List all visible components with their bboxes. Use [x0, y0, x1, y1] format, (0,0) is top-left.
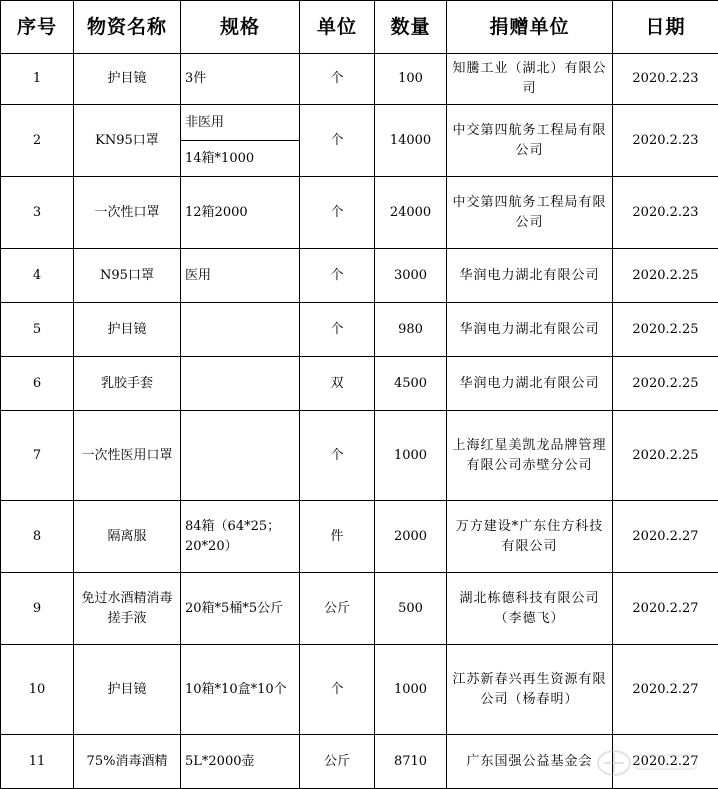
cell-no: 5	[1, 303, 74, 357]
donor-text: 华润电力湖北有限公司	[459, 321, 600, 337]
cell-donor	[447, 501, 613, 573]
cell-no: 8	[1, 501, 74, 573]
cell-spec	[181, 105, 300, 177]
cell-qty: 100	[375, 54, 447, 105]
header-row	[1, 1, 718, 54]
cell-item: N95口罩	[74, 249, 181, 303]
cell-qty: 3000	[375, 249, 447, 303]
cell-date: 2020.2.27	[613, 735, 718, 789]
cell-spec: 10箱*10盒*10个	[181, 645, 300, 735]
header-donor: 捐赠单位	[447, 1, 613, 54]
cell-donor	[447, 249, 613, 303]
cell-item	[74, 573, 181, 645]
cell-spec: 医用	[181, 249, 300, 303]
cell-donor	[447, 54, 613, 105]
cell-no: 3	[1, 177, 74, 249]
cell-item: 护目镜	[74, 303, 181, 357]
cell-donor	[447, 645, 613, 735]
cell-date: 2020.2.27	[613, 501, 718, 573]
cell-unit: 双	[300, 357, 375, 411]
cell-spec	[181, 303, 300, 357]
cell-date: 2020.2.23	[613, 105, 718, 177]
donor-text: 华润电力湖北有限公司	[459, 267, 600, 283]
table-row	[1, 177, 718, 249]
cell-no: 7	[1, 411, 74, 501]
cell-donor	[447, 573, 613, 645]
table-row	[1, 645, 718, 735]
donor-text: 湖北栋德科技有限公司（李德飞）	[459, 590, 600, 626]
cell-item	[74, 411, 181, 501]
cell-date: 2020.2.25	[613, 249, 718, 303]
table-row	[1, 54, 718, 105]
cell-date: 2020.2.25	[613, 357, 718, 411]
cell-unit: 个	[300, 411, 375, 501]
table-row	[1, 249, 718, 303]
cell-unit: 个	[300, 54, 375, 105]
cell-donor	[447, 357, 613, 411]
cell-unit: 个	[300, 249, 375, 303]
cell-date: 2020.2.23	[613, 177, 718, 249]
cell-donor	[447, 303, 613, 357]
cell-spec: 12箱2000	[181, 177, 300, 249]
donor-text: 知騰工业（湖北）有限公司	[452, 61, 607, 96]
cell-qty: 2000	[375, 501, 447, 573]
watermark-logo-icon	[594, 741, 704, 781]
donor-text: 江苏新春兴再生资源有限公司（杨春明）	[452, 671, 607, 707]
table-row	[1, 573, 718, 645]
cell-qty: 14000	[375, 105, 447, 177]
cell-item: 一次性口罩	[74, 177, 181, 249]
cell-spec: 3件	[181, 54, 300, 105]
cell-unit: 个	[300, 645, 375, 735]
donor-text: 华润电力湖北有限公司	[459, 375, 600, 391]
cell-qty: 8710	[375, 735, 447, 789]
cell-no: 6	[1, 357, 74, 411]
cell-date: 2020.2.25	[613, 303, 718, 357]
table-row	[1, 303, 718, 357]
donor-text: 中交第四航务工程局有限公司	[452, 194, 607, 230]
cell-spec	[181, 411, 300, 501]
cell-unit: 公斤	[300, 735, 375, 789]
cell-item: 隔离服	[74, 501, 181, 573]
table-row	[1, 411, 718, 501]
cell-qty: 4500	[375, 357, 447, 411]
table-row	[1, 105, 718, 177]
table-row	[1, 357, 718, 411]
header-qty: 数量	[375, 1, 447, 54]
cell-qty: 1000	[375, 411, 447, 501]
cell-unit: 件	[300, 501, 375, 573]
cell-spec	[181, 357, 300, 411]
table-row	[1, 501, 718, 573]
item-text: 免过水酒精消毒搓手液	[81, 590, 173, 626]
cell-item: KN95口罩	[74, 105, 181, 177]
cell-no: 9	[1, 573, 74, 645]
cell-no: 4	[1, 249, 74, 303]
cell-item: 75%消毒酒精	[74, 735, 181, 789]
header-spec: 规格	[181, 1, 300, 54]
cell-donor	[447, 411, 613, 501]
item-text: 一次性医用口罩	[81, 447, 173, 463]
cell-qty: 24000	[375, 177, 447, 249]
cell-no: 1	[1, 54, 74, 105]
cell-spec: 20箱*5桶*5公斤	[181, 573, 300, 645]
donor-text: 广东国强公益基金会	[466, 753, 593, 769]
cell-no: 2	[1, 105, 74, 177]
cell-date: 2020.2.25	[613, 411, 718, 501]
header-no: 序号	[1, 1, 74, 54]
donor-text: 中交第四航务工程局有限公司	[452, 122, 607, 158]
cell-unit: 个	[300, 177, 375, 249]
cell-donor	[447, 735, 613, 789]
cell-item: 护目镜	[74, 54, 181, 105]
header-date: 日期	[613, 1, 718, 54]
cell-qty: 1000	[375, 645, 447, 735]
donor-text: 万方建设*广东住方科技有限公司	[455, 518, 604, 554]
header-unit: 单位	[300, 1, 375, 54]
cell-date: 2020.2.27	[613, 573, 718, 645]
cell-date: 2020.2.23	[613, 54, 718, 105]
cell-no: 10	[1, 645, 74, 735]
spec-line-2: 14箱*1000	[185, 151, 255, 166]
cell-unit: 个	[300, 303, 375, 357]
cell-donor	[447, 105, 613, 177]
cell-donor	[447, 177, 613, 249]
cell-unit: 公斤	[300, 573, 375, 645]
cell-date: 2020.2.27	[613, 645, 718, 735]
cell-item: 乳胶手套	[74, 357, 181, 411]
cell-spec	[181, 501, 300, 573]
cell-item: 护目镜	[74, 645, 181, 735]
cell-spec: 5L*2000壶	[181, 735, 300, 789]
cell-qty: 980	[375, 303, 447, 357]
header-item: 物资名称	[74, 1, 181, 54]
spec-line-1: 非医用	[181, 105, 299, 141]
donor-text: 上海红星美凯龙品牌管理有限公司赤壁分公司	[452, 437, 607, 473]
cell-no: 11	[1, 735, 74, 789]
cell-unit: 个	[300, 105, 375, 177]
spec-text: 84箱（64*25；20*20）	[185, 518, 281, 554]
cell-qty: 500	[375, 573, 447, 645]
